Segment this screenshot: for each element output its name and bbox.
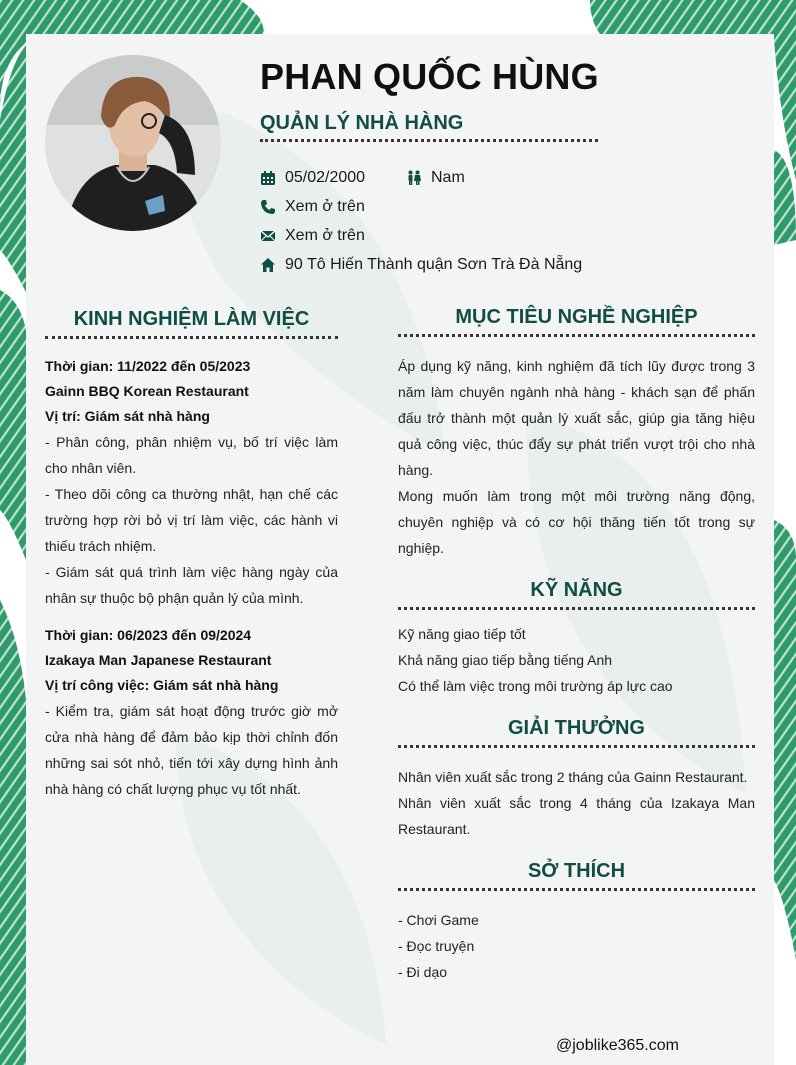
experience-divider	[45, 336, 338, 339]
email-icon	[260, 228, 276, 244]
experience-item	[45, 354, 338, 611]
awards-title: GIẢI THƯỞNG	[508, 717, 645, 739]
skills-list	[398, 621, 755, 699]
phone-value: Xem ở trên	[285, 198, 365, 215]
experience-duty: - Giám sát quá trình làm việc hàng ngày của nhân sự thuộc bộ phận quản lý của mình.	[45, 564, 338, 606]
experience-time: Thời gian: 06/2023 đến 09/2024	[45, 627, 252, 643]
avatar	[45, 55, 221, 231]
address-value: 90 Tô Hiến Thành quận Sơn Trà Đà Nẵng	[285, 256, 583, 273]
cv-sheet	[26, 34, 774, 1065]
candidate-name: PHAN QUỐC HÙNG	[260, 56, 599, 97]
experience-duty: - Theo dõi công ca thường nhật, hạn chế các trường hợp rời bỏ vị trí làm việc, các hành vi thiếu trách nhiệm.	[45, 486, 338, 554]
job-title-divider	[260, 139, 598, 142]
experience-position: Vị trí: Giám sát nhà hàng	[45, 408, 210, 424]
phone-icon	[260, 199, 276, 215]
objective-text	[398, 353, 755, 561]
email-row	[260, 225, 365, 247]
experience-list	[45, 354, 338, 802]
objective-title: MỤC TIÊU NGHỀ NGHIỆP	[455, 306, 698, 328]
hobby-item: - Chơi Game	[398, 912, 479, 928]
gender-row	[406, 167, 465, 189]
experience-company: Izakaya Man Japanese Restaurant	[45, 652, 272, 668]
hobbies-list	[398, 907, 755, 985]
skills-divider	[398, 607, 755, 610]
hobby-item: - Đọc truyện	[398, 938, 475, 954]
skill-item: Có thể làm việc trong môi trường áp lực cao	[398, 678, 673, 694]
experience-item	[45, 623, 338, 802]
calendar-icon	[260, 170, 276, 186]
objective-divider	[398, 334, 755, 337]
hobbies-divider	[398, 888, 755, 891]
email-value: Xem ở trên	[285, 227, 365, 244]
address-row	[260, 254, 582, 276]
experience-title: KINH NGHIỆM LÀM VIỆC	[73, 308, 310, 330]
skills-title: KỸ NĂNG	[530, 579, 623, 601]
hobby-item: - Đi dạo	[398, 964, 448, 980]
birthdate-row	[260, 167, 365, 189]
gender-value: Nam	[431, 169, 465, 186]
skill-item: Khả năng giao tiếp bằng tiếng Anh	[398, 652, 613, 668]
objective-paragraph: Mong muốn làm trong một môi trường năng động, chuyên nghiệp và có cơ hội thăng tiến tốt trong sự nghiệp.	[398, 488, 755, 556]
experience-company: Gainn BBQ Korean Restaurant	[45, 383, 249, 399]
experience-time: Thời gian: 11/2022 đến 05/2023	[45, 358, 251, 374]
portrait-photo	[45, 55, 221, 231]
experience-duty: - Phân công, phân nhiệm vụ, bố trí việc làm cho nhân viên.	[45, 434, 338, 476]
watermark-text: @joblike365.com	[556, 1037, 679, 1054]
objective-paragraph: Áp dụng kỹ năng, kinh nghiệm đã tích lũy được trong 3 năm làm chuyên ngành nhà hàng - khách sạn để phấn đấu trở thành một quản lý xuất sắc, giúp gia tăng hiệu quả công việc, thúc đẩy sự phát triển vượt trội cho nhà hàng.	[398, 358, 755, 478]
skill-item: Kỹ năng giao tiếp tốt	[398, 626, 526, 642]
award-item: Nhân viên xuất sắc trong 2 tháng của Gainn Restaurant.	[398, 769, 748, 785]
awards-list	[398, 764, 755, 842]
experience-duty: - Kiểm tra, giám sát hoạt động trước giờ mở cửa nhà hàng để đảm bảo kịp thời chỉnh đốn những sai sót nhỏ, tiến tới xây dựng hình ảnh nhà hàng có chất lượng phục vụ tốt nhất.	[45, 703, 338, 797]
award-item: Nhân viên xuất sắc trong 4 tháng của Izakaya Man Restaurant.	[398, 795, 755, 837]
experience-position: Vị trí công việc: Giám sát nhà hàng	[45, 677, 279, 693]
job-title: QUẢN LÝ NHÀ HÀNG	[260, 112, 464, 134]
awards-divider	[398, 745, 755, 748]
hobbies-title: SỞ THÍCH	[527, 860, 626, 882]
home-icon	[260, 257, 276, 273]
birthdate-value: 05/02/2000	[285, 169, 366, 186]
phone-row	[260, 196, 365, 218]
gender-icon	[406, 170, 422, 186]
